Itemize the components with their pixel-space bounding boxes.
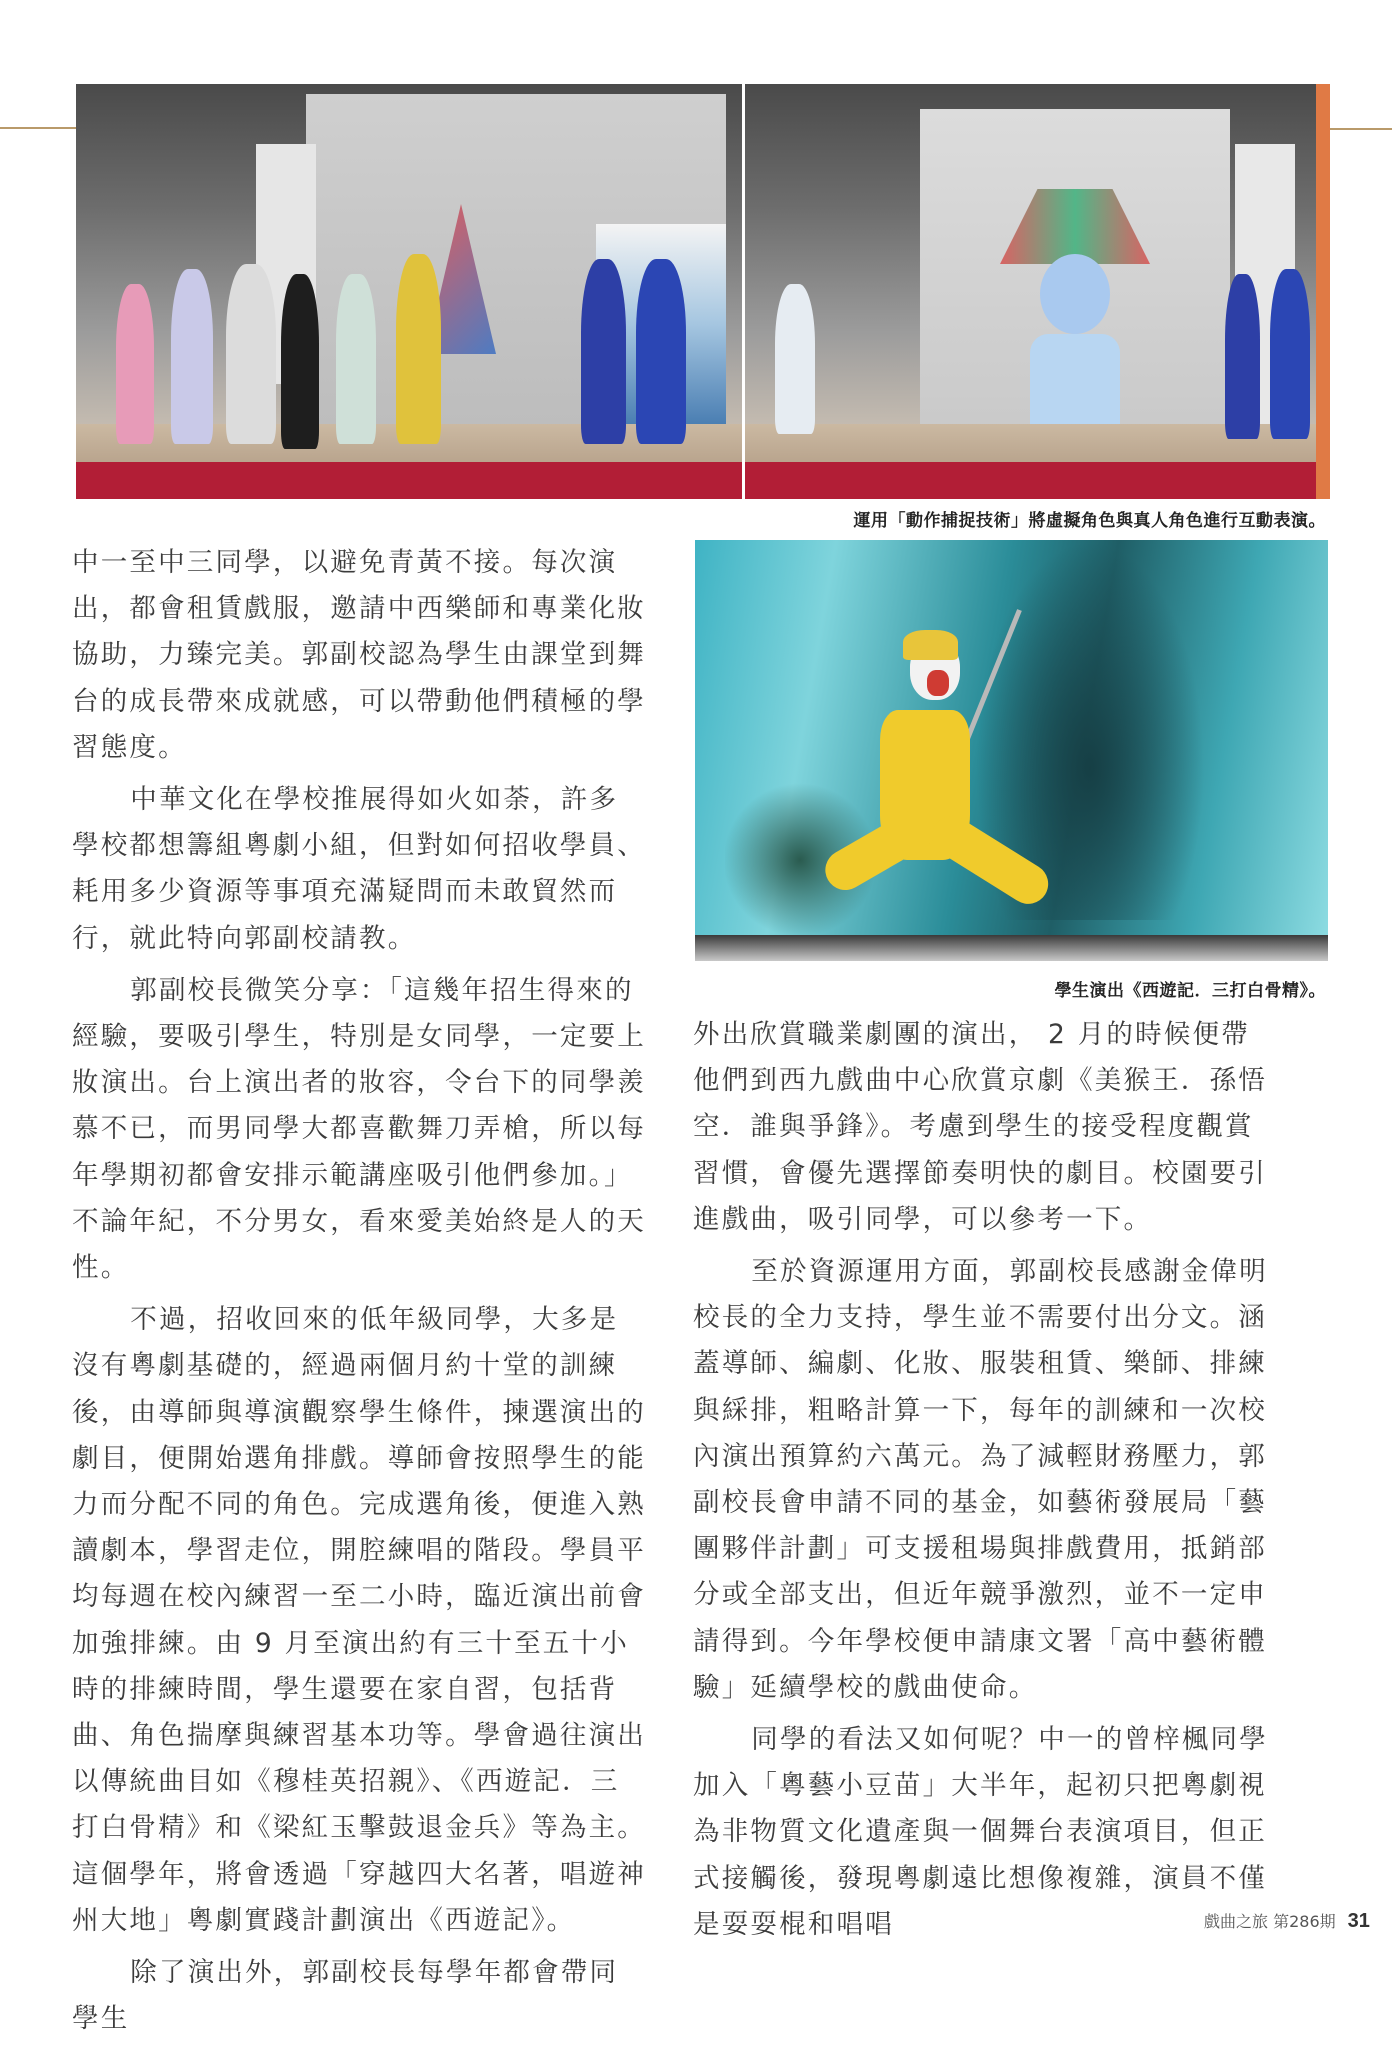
paragraph: 外出欣賞職業劇團的演出， 2 月的時候便帶他們到西九戲曲中心欣賞京劇《美猴王．孫悟空．誰與爭鋒》。考慮到學生的接受程度觀賞習慣，會優先選擇節奏明快的劇目。校園要引進戲曲，吸引同學，可以參考一下。 (693, 1019, 1267, 1235)
paragraph: 不過，招收回來的低年級同學，大多是沒有粵劇基礎的，經過兩個月約十堂的訓練後，由導師與導演觀察學生條件，揀選演出的劇目，便開始選角排戲。導師會按照學生的能力而分配不同的角色。完成選角後，便進入熟讀劇本，學習走位，開腔練唱的階段。學員平均每週在校內練習一至二小時，臨近演出前會加強排練。由 9 月至演出約有三十至五十小時的排練時間，學生還要在家自習，包括背曲、角色揣摩與練習基本功等。學會過往演出以傳統曲目如《穆桂英招親》、《西遊記．三打白骨精》和《梁紅玉擊鼓退金兵》等為主。這個學年，將會透過「穿越四大名著，唱遊神州大地」粵劇實踐計劃演出《西遊記》。 (72, 1304, 646, 1936)
paragraph: 除了演出外，郭副校長每學年都會帶同學生 (72, 1957, 619, 2035)
caption-monkey-king: 學生演出《西遊記．三打白骨精》。 (1054, 981, 1326, 1001)
page-number: 31 (1347, 1910, 1370, 1932)
photo-stage-performance (76, 84, 742, 499)
right-column (693, 1012, 1275, 1948)
paragraph: 至於資源運用方面，郭副校長感謝金偉明校長的全力支持，學生並不需要付出分文。涵蓋導師、編劇、化妝、服裝租賃、樂師、排練與綵排，粗略計算一下，每年的訓練和一次校內演出預算約六萬元。為了減輕財務壓力，郭副校長會申請不同的基金，如藝術發展局「藝團夥伴計劃」可支援租場與排戲費用，抵銷部分或全部支出，但近年競爭激烈，並不一定申請得到。今年學校便申請康文署「高中藝術體驗」延續學校的戲曲使命。 (693, 1256, 1268, 1703)
header-rule-right (1330, 128, 1392, 130)
accent-strip (1316, 84, 1330, 499)
paragraph: 同學的看法又如何呢？中一的曾梓楓同學加入「粵藝小豆苗」大半年，起初只把粵劇視為非物質文化遺產與一個舞台表演項目，但正式接觸後，發現粵劇遠比想像複雜，演員不僅是耍耍棍和唱唱 (693, 1724, 1268, 1940)
paragraph: 中華文化在學校推展得如火如荼，許多學校都想籌組粵劇小組，但對如何招收學員、耗用多少資源等事項充滿疑問而未敢貿然而行，就此特向郭副校請教。 (72, 784, 646, 954)
paragraph: 郭副校長微笑分享：「這幾年招生得來的經驗，要吸引學生，特別是女同學，一定要上妝演出。台上演出者的妝容，令台下的同學羨慕不已，而男同學大都喜歡舞刀弄槍，所以每年學期初都會安排示範講座吸引他們參加。」不論年紀，不分男女，看來愛美始終是人的天性。 (72, 974, 646, 1284)
photo-monkey-king (695, 540, 1328, 961)
photo-motion-capture-screen (745, 84, 1330, 499)
caption-motion-capture: 運用「動作捕捉技術」將虛擬角色與真人角色進行互動表演。 (853, 511, 1326, 531)
left-column (72, 540, 646, 2043)
paragraph: 中一至中三同學，以避免青黃不接。每次演出，都會租賃戲服，邀請中西樂師和專業化妝協助，力臻完美。郭副校認為學生由課堂到舞台的成長帶來成就感，可以帶動他們積極的學習態度。 (72, 547, 646, 763)
header-rule-left (0, 127, 76, 129)
publication-issue: 戲曲之旅 第286期 (1204, 1912, 1336, 1931)
page-footer (1204, 1909, 1370, 1933)
